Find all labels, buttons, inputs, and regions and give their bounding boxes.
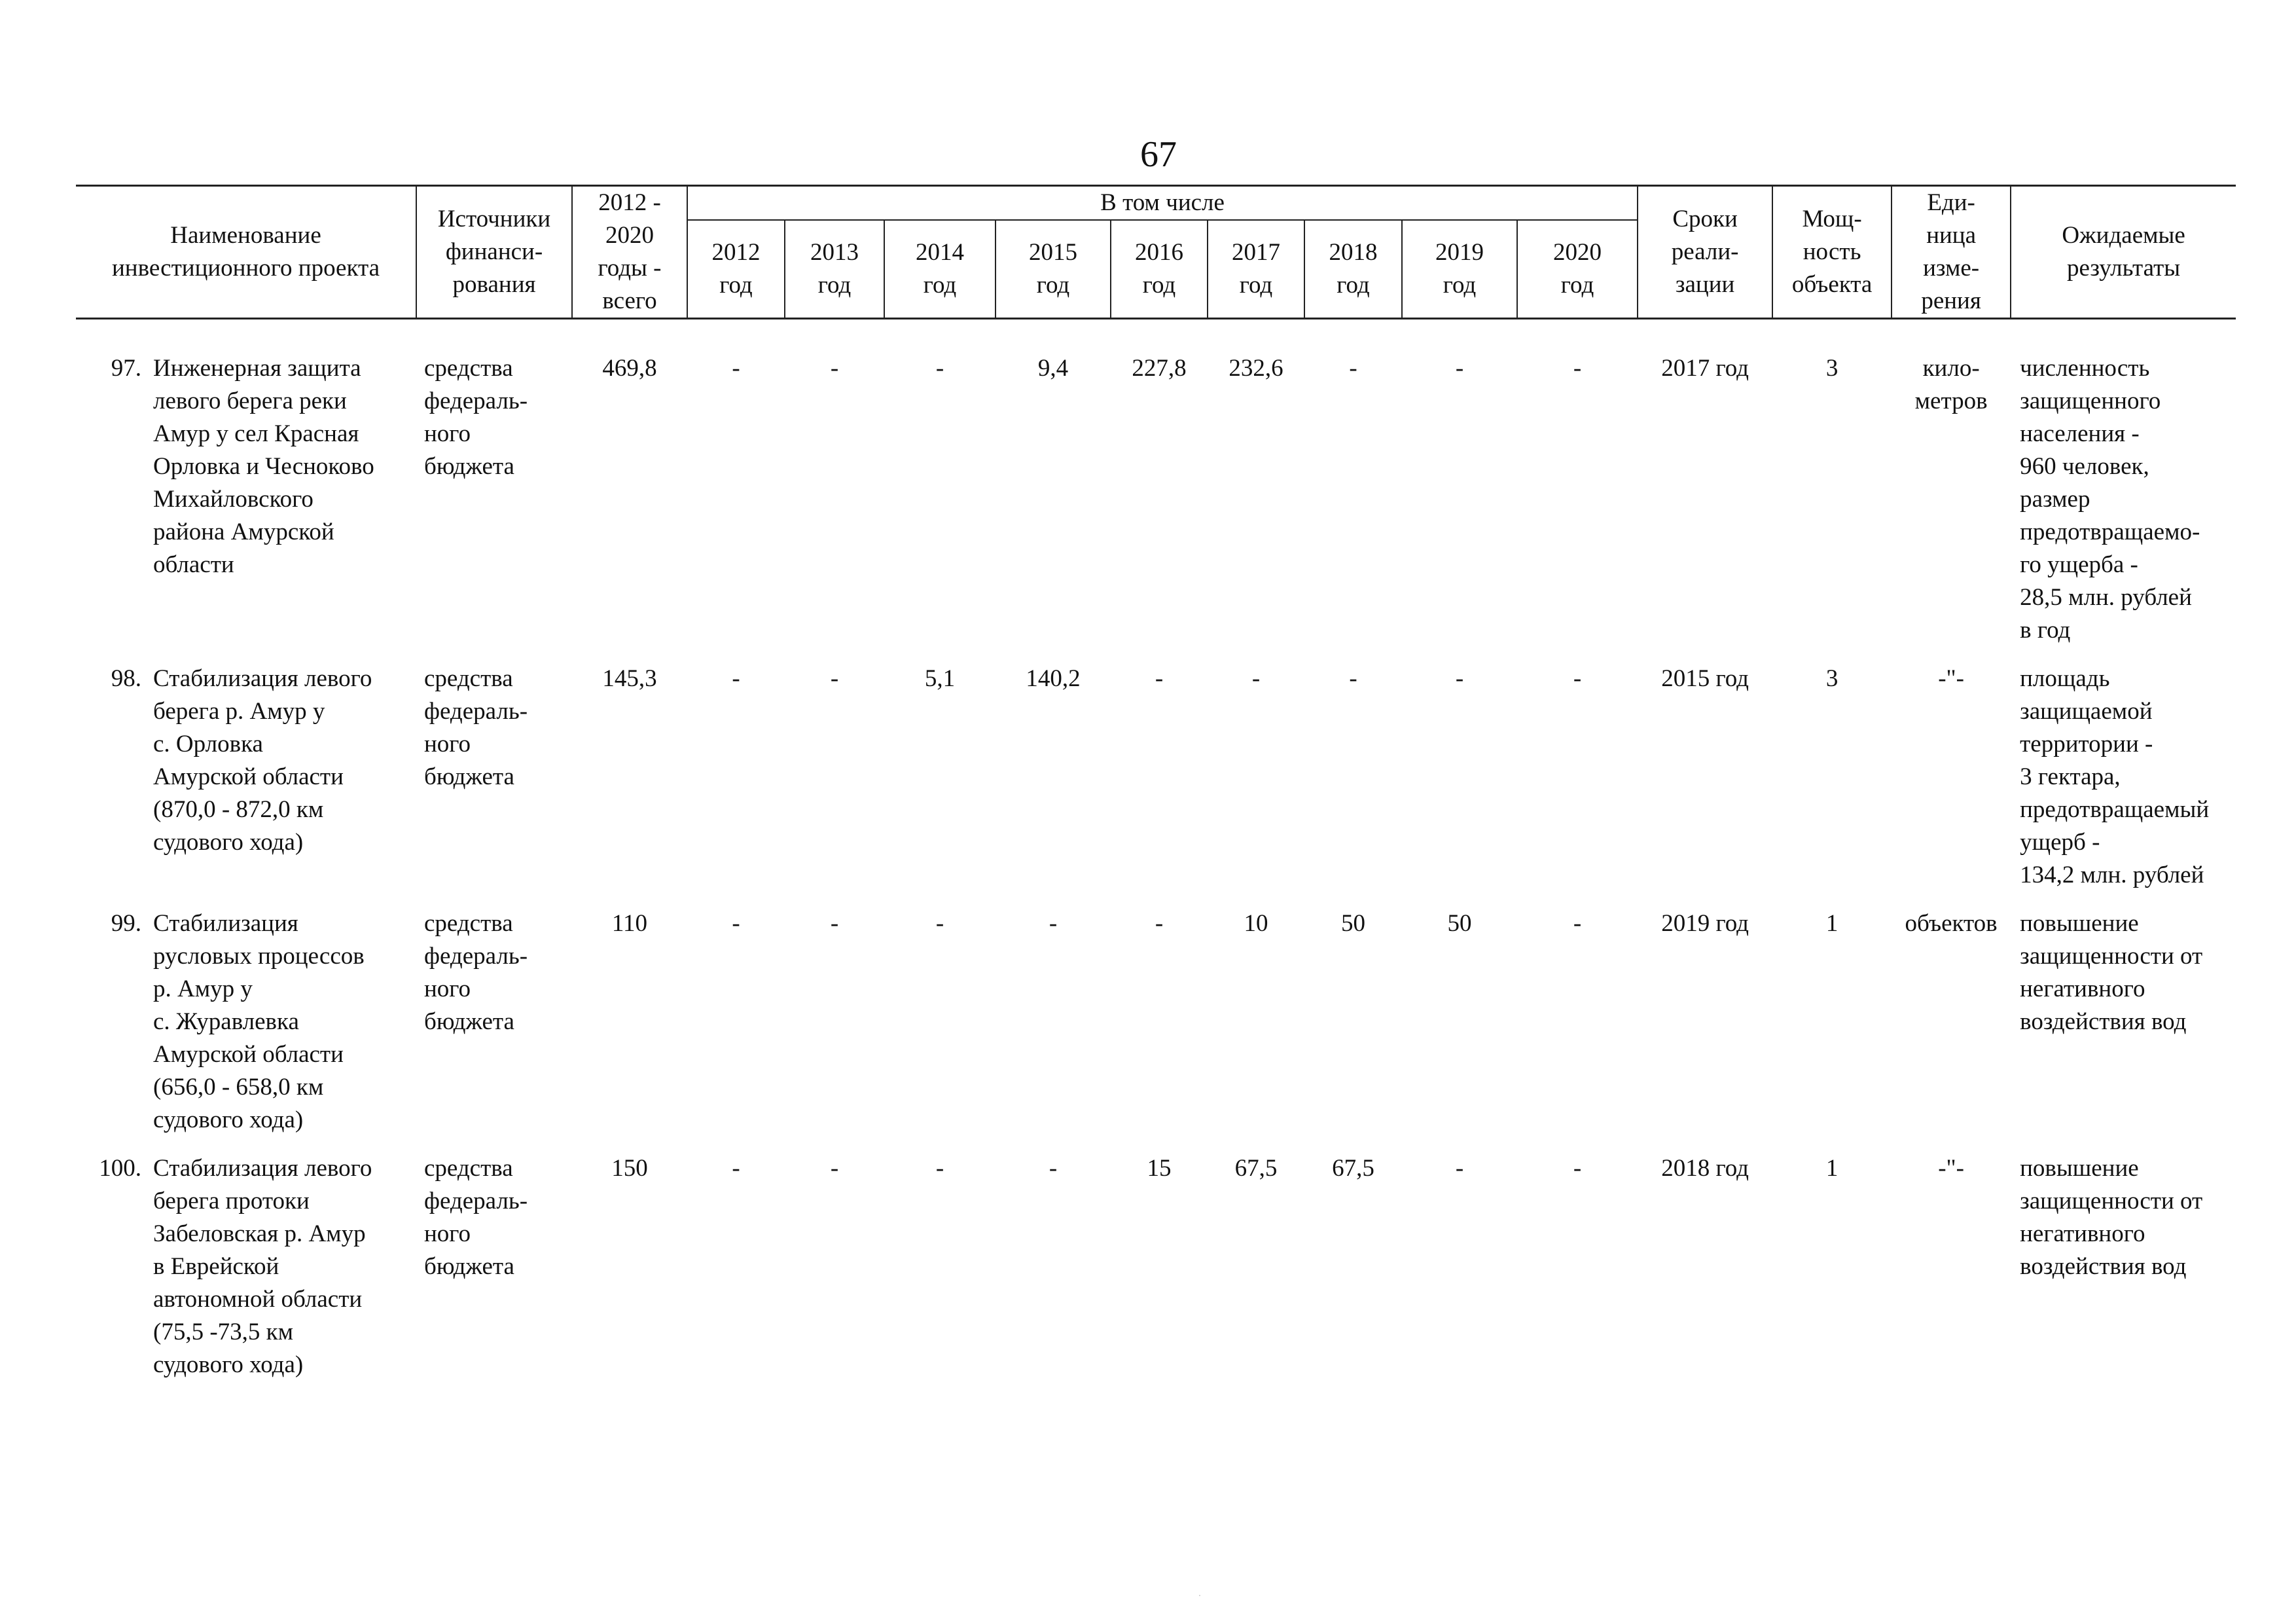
year-amount: - (732, 355, 740, 382)
year-amount: - (935, 910, 944, 937)
year-amount: - (732, 665, 740, 692)
header-year: 2018 год (1304, 220, 1402, 319)
funding-source: средства федераль- ного бюджета (424, 355, 528, 480)
table-row (76, 907, 2236, 1152)
year-amount: 15 (1147, 1155, 1172, 1182)
measure-unit: кило- метров (1914, 355, 1988, 414)
year-amount: 227,8 (1132, 355, 1187, 382)
total-amount: 145,3 (602, 665, 657, 692)
year-amount: - (1573, 910, 1582, 937)
header-funding-sources: Источники финанси- рования (416, 186, 572, 319)
year-amount: - (935, 1155, 944, 1182)
year-amount: - (732, 910, 740, 937)
row-number: 98. (111, 665, 141, 692)
year-amount: 10 (1244, 910, 1268, 937)
header-year: 2014 год (884, 220, 996, 319)
year-amount: - (830, 910, 839, 937)
project-cell (76, 663, 416, 907)
year-amount: - (1049, 910, 1058, 937)
header-unit: Еди- ница изме- рения (1892, 186, 2011, 319)
header-year: 2017 год (1208, 220, 1304, 319)
year-amount: - (830, 355, 839, 382)
header-year: 2013 год (785, 220, 884, 319)
table-row (76, 1152, 2236, 1397)
year-amount: - (1049, 1155, 1058, 1182)
project-cell (76, 907, 416, 1152)
year-amount: - (1455, 1155, 1464, 1182)
table-row (76, 352, 2236, 663)
measure-unit: объектов (1905, 910, 1998, 937)
expected-result: площадь защищаемой территории - 3 гектара, предотвращаемый ущерб - 134,2 млн. рублей (2020, 665, 2210, 888)
year-amount: - (1349, 355, 1357, 382)
project-cell (76, 352, 416, 663)
funding-source: средства федераль- ного бюджета (424, 1155, 528, 1280)
header-year: 2019 год (1402, 220, 1517, 319)
project-name: Стабилизация левого берега р. Амур у с. Орловка Амурской области (870,0 - 872,0 км судового хода) (153, 665, 372, 856)
page-number: 67 (1140, 134, 1177, 175)
header-year: 2015 год (996, 220, 1111, 319)
year-amount: - (1455, 355, 1464, 382)
header-year: 2012 год (687, 220, 785, 319)
expected-result: повышение защищенности от негативного воздействия вод (2020, 1155, 2203, 1280)
year-amount: - (1155, 665, 1164, 692)
year-amount: 5,1 (924, 665, 956, 692)
project-name: Стабилизация русловых процессов р. Амур у с. Журавлевка Амурской области (656,0 - 658,0 км судового хода) (153, 910, 365, 1133)
year-amount: - (1251, 665, 1261, 692)
year-amount: - (1455, 665, 1464, 692)
row-number: 99. (111, 910, 141, 937)
header-including-group: В том числе (687, 186, 1638, 221)
header-terms: Сроки реали- зации (1638, 186, 1772, 319)
total-amount: 469,8 (602, 355, 657, 382)
year-amount: - (830, 1155, 839, 1182)
year-amount: 140,2 (1026, 665, 1081, 692)
year-amount: 67,5 (1234, 1155, 1278, 1182)
year-amount: - (830, 665, 839, 692)
year-amount: - (1573, 665, 1582, 692)
year-amount: 9,4 (1037, 355, 1069, 382)
year-amount: 67,5 (1332, 1155, 1374, 1182)
header-capacity: Мощ- ность объекта (1772, 186, 1892, 319)
header-results: Ожидаемые результаты (2011, 186, 2236, 319)
implementation-term: 2019 год (1661, 910, 1749, 937)
implementation-term: 2018 год (1661, 1155, 1749, 1182)
measure-unit: -"- (1938, 1155, 1964, 1182)
year-amount: 50 (1341, 910, 1365, 937)
measure-unit: -"- (1938, 665, 1964, 692)
object-capacity: 1 (1825, 1155, 1839, 1182)
total-amount: 150 (611, 1155, 648, 1182)
header-year: 2020 год (1517, 220, 1638, 319)
total-amount: 110 (611, 910, 648, 937)
year-amount: - (1573, 355, 1582, 382)
project-name: Инженерная защита левого берега реки Амур у сел Красная Орловка и Чесноково Михайловского района Амурской области (153, 355, 374, 578)
year-amount: 50 (1447, 910, 1472, 937)
implementation-term: 2017 год (1661, 355, 1749, 382)
implementation-term: 2015 год (1661, 665, 1749, 692)
funding-source: средства федераль- ного бюджета (424, 665, 528, 790)
year-amount: - (935, 355, 944, 382)
object-capacity: 3 (1825, 665, 1839, 692)
table-row (76, 663, 2236, 907)
header-total: 2012 - 2020 годы - всего (572, 186, 687, 319)
object-capacity: 3 (1825, 355, 1839, 382)
funding-source: средства федераль- ного бюджета (424, 910, 528, 1035)
project-cell (76, 1152, 416, 1397)
year-amount: - (732, 1155, 740, 1182)
year-amount: - (1573, 1155, 1582, 1182)
year-amount: 232,6 (1229, 355, 1283, 382)
investment-projects-table (76, 185, 2236, 1397)
year-amount: - (1349, 665, 1357, 692)
row-number: 100. (99, 1155, 141, 1182)
object-capacity: 1 (1825, 910, 1839, 937)
row-number: 97. (111, 355, 141, 382)
expected-result: численность защищенного населения - 960 человек, размер предотвращаемо- го ущерба - 28,5 млн. рублей в год (2020, 355, 2200, 644)
header-project-name: Наименование инвестиционного проекта (76, 186, 416, 319)
project-name: Стабилизация левого берега протоки Забеловская р. Амур в Еврейской автономной области (75,5 -73,5 км судового хода) (153, 1155, 372, 1378)
year-amount: - (1155, 910, 1164, 937)
scan-speck (1199, 1595, 1200, 1596)
expected-result: повышение защищенности от негативного воздействия вод (2020, 910, 2203, 1035)
header-year: 2016 год (1111, 220, 1208, 319)
